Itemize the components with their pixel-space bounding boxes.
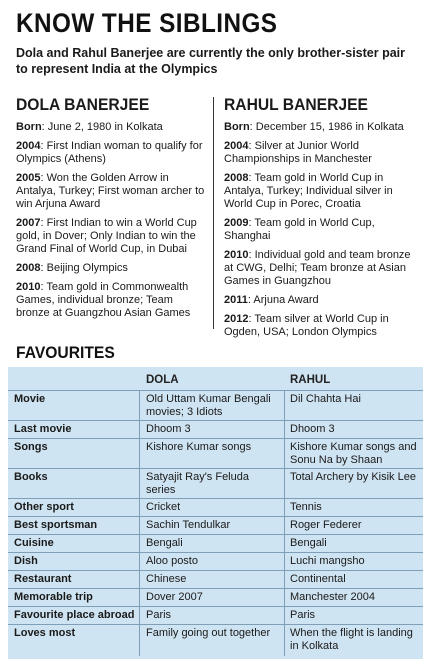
table-row — [8, 534, 423, 552]
row-category: Other sport — [14, 501, 74, 513]
table-row — [8, 570, 423, 588]
timeline-text: Team gold in Commonwealth Games, individual bronze; Team bronze at Guangzhou Asian Games — [16, 281, 191, 319]
rahul-bio — [224, 95, 419, 345]
timeline-item: 2004: First Indian woman to qualify for Olympics (Athens) — [16, 140, 203, 165]
table-row — [8, 516, 423, 534]
timeline-item: 2008: Beijing Olympics — [16, 262, 128, 274]
timeline-text: June 2, 1980 in Kolkata — [47, 121, 163, 133]
table-row — [8, 498, 423, 516]
row-rahul-value: Bengali — [290, 537, 327, 549]
timeline-text: Team gold in World Cup in Antalya, Turkey; Individual silver in World Cup in Porec, Croatia — [224, 172, 393, 210]
timeline-text: Beijing Olympics — [46, 262, 128, 274]
header-dola: DOLA — [146, 374, 179, 386]
row-rahul-value: Dhoom 3 — [290, 423, 335, 435]
timeline-text: Arjuna Award — [253, 294, 319, 306]
row-dola-value: Sachin Tendulkar — [146, 519, 231, 531]
timeline-year: 2010 — [224, 249, 249, 261]
row-category: Books — [14, 471, 48, 483]
timeline-item: 2009: Team gold in World Cup, Shanghai — [224, 217, 375, 242]
timeline-text: Team silver at World Cup in Ogden, USA; London Olympics — [224, 313, 389, 338]
timeline-text: First Indian to win a World Cup gold, in Dover; Only Indian to win the Grand Final of World Cup, in Dubai — [16, 217, 197, 255]
rahul-timeline — [224, 121, 419, 339]
timeline-year: 2010 — [16, 281, 41, 293]
table-row — [8, 624, 423, 656]
timeline-year: 2008 — [16, 262, 41, 274]
page-title: KNOW THE SIBLINGS — [16, 8, 278, 38]
table-row — [8, 438, 423, 468]
page-subtitle: Dola and Rahul Banerjee are currently the only brother-sister pair to represent India at the Olympics — [16, 46, 405, 76]
table-row — [8, 468, 423, 498]
timeline-item: 2005: Won the Golden Arrow in Antalya, Turkey; First woman archer to win Arjuna Award — [16, 172, 205, 210]
timeline-text: Won the Golden Arrow in Antalya, Turkey; First woman archer to win Arjuna Award — [16, 172, 205, 210]
row-category: Restaurant — [14, 573, 72, 585]
timeline-item: 2008: Team gold in World Cup in Antalya, Turkey; Individual silver in World Cup in Porec, Croatia — [224, 172, 393, 210]
timeline-year: 2008 — [224, 172, 249, 184]
timeline-item: 2010: Individual gold and team bronze at CWG, Delhi; Team bronze at Asian Games in Guangzhou — [224, 249, 411, 287]
table-row — [8, 606, 423, 624]
dola-name: DOLA BANERJEE — [16, 95, 150, 114]
timeline-item: 2004: Silver at Junior World Championships in Manchester — [224, 140, 372, 165]
row-category: Last movie — [14, 423, 72, 435]
column-divider — [213, 97, 214, 329]
row-category: Movie — [14, 393, 46, 405]
row-dola-value: Bengali — [146, 537, 183, 549]
timeline-year: 2009 — [224, 217, 249, 229]
header-rahul: RAHUL — [290, 374, 331, 386]
timeline-year: 2012 — [224, 313, 249, 325]
dola-bio — [16, 95, 206, 326]
row-rahul-value: When the flight is landing in Kolkata — [290, 627, 413, 652]
timeline-text: Silver at Junior World Championships in Manchester — [224, 140, 372, 165]
row-rahul-value: Continental — [290, 573, 346, 585]
row-rahul-value: Kishore Kumar songs and Sonu Na by Shaan — [290, 441, 417, 466]
timeline-text: Team gold in World Cup, Shanghai — [224, 217, 375, 242]
row-rahul-value: Total Archery by Kisik Lee — [290, 471, 416, 483]
row-rahul-value: Tennis — [290, 501, 322, 513]
dola-timeline — [16, 121, 206, 320]
row-dola-value: Family going out together — [146, 627, 271, 639]
row-dola-value: Kishore Kumar songs — [146, 441, 252, 453]
favourites-rows — [8, 390, 423, 656]
favourites-table — [8, 367, 423, 659]
timeline-item: Born: December 15, 1986 in Kolkata — [224, 121, 404, 133]
row-rahul-value: Paris — [290, 609, 316, 621]
row-dola-value: Old Uttam Kumar Bengali movies; 3 Idiots — [146, 393, 271, 418]
row-category: Dish — [14, 555, 38, 567]
table-row — [8, 552, 423, 570]
timeline-year: 2005 — [16, 172, 41, 184]
row-category: Memorable trip — [14, 591, 93, 603]
table-row — [8, 588, 423, 606]
timeline-item: 2007: First Indian to win a World Cup gold, in Dover; Only Indian to win the Grand Final of World Cup, in Dubai — [16, 217, 197, 255]
row-dola-value: Aloo posto — [146, 555, 198, 567]
row-dola-value: Paris — [146, 609, 172, 621]
row-rahul-value: Roger Federer — [290, 519, 362, 531]
row-rahul-value: Luchi mangsho — [290, 555, 365, 567]
timeline-text: December 15, 1986 in Kolkata — [255, 121, 404, 133]
timeline-item: 2012: Team silver at World Cup in Ogden, USA; London Olympics — [224, 313, 389, 338]
row-category: Songs — [14, 441, 48, 453]
timeline-text: First Indian woman to qualify for Olympics (Athens) — [16, 140, 203, 165]
timeline-item: 2011: Arjuna Award — [224, 294, 319, 306]
timeline-item: 2010: Team gold in Commonwealth Games, individual bronze; Team bronze at Guangzhou Asian Games — [16, 281, 191, 319]
row-rahul-value: Manchester 2004 — [290, 591, 375, 603]
timeline-year: 2004 — [16, 140, 41, 152]
row-category: Cuisine — [14, 537, 54, 549]
row-dola-value: Chinese — [146, 573, 187, 585]
row-category: Favourite place abroad — [14, 609, 135, 621]
table-row — [8, 420, 423, 438]
table-row — [8, 390, 423, 420]
timeline-year: Born — [224, 121, 250, 133]
timeline-year: 2011 — [224, 294, 248, 306]
timeline-year: 2004 — [224, 140, 249, 152]
timeline-year: Born — [16, 121, 42, 133]
row-dola-value: Dhoom 3 — [146, 423, 191, 435]
row-category: Loves most — [14, 627, 76, 639]
timeline-year: 2007 — [16, 217, 41, 229]
rahul-name: RAHUL BANERJEE — [224, 95, 368, 114]
row-category: Best sportsman — [14, 519, 98, 531]
timeline-text: Individual gold and team bronze at CWG, Delhi; Team bronze at Asian Games in Guangzhou — [224, 249, 411, 287]
row-dola-value: Satyajit Ray's Feluda series — [146, 471, 249, 496]
timeline-item: Born: June 2, 1980 in Kolkata — [16, 121, 163, 133]
favourites-title: FAVOURITES — [16, 343, 115, 362]
row-dola-value: Dover 2007 — [146, 591, 203, 603]
row-rahul-value: Dil Chahta Hai — [290, 393, 361, 405]
row-dola-value: Cricket — [146, 501, 181, 513]
